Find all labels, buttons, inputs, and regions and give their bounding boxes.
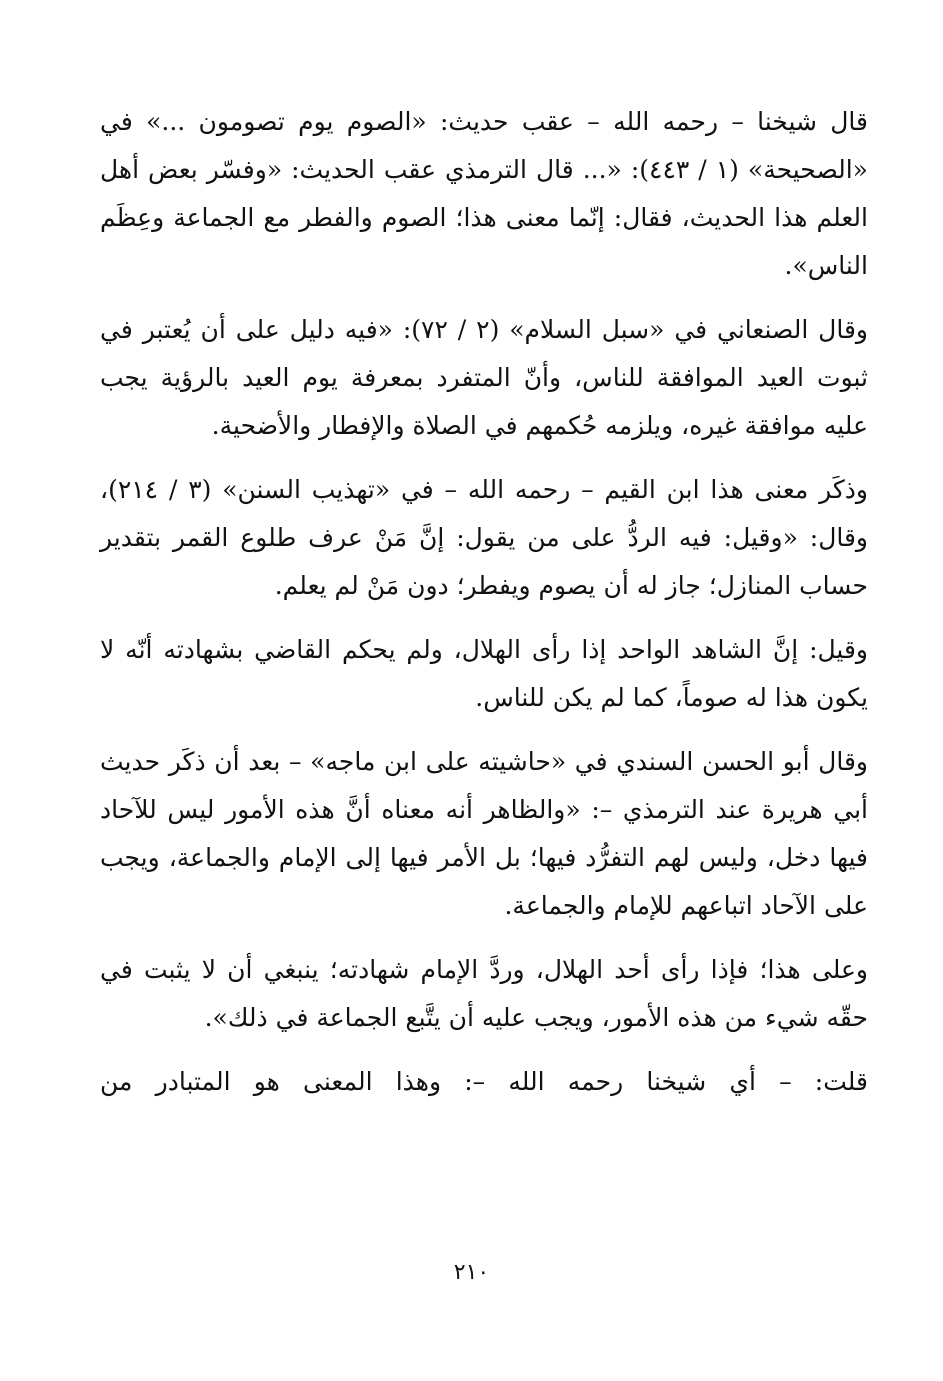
paragraph-1: قال شيخنا – رحمه الله – عقب حديث: «الصوم يوم تصومون ...» في «الصحيحة» (١ / ٤٤٣): «... قال الترمذي عقب الحديث: «وفسّر بعض أهل العلم هذا الحديث، فقال: إنّما معنى هذا؛ الصوم والفطر مع الجماعة وعِظَم الناس». <box>100 107 868 280</box>
paragraph-6: وعلى هذا؛ فإذا رأى أحد الهلال، وردَّ الإمام شهادته؛ ينبغي أن لا يثبت في حقّه شيء من هذه الأمور، ويجب عليه أن يتَّبع الجماعة في ذلك». <box>100 955 868 1032</box>
paragraph-4: وقيل: إنَّ الشاهد الواحد إذا رأى الهلال، ولم يحكم القاضي بشهادته أنّه لا يكون هذا له صوماً، كما لم يكن للناس. <box>100 635 868 712</box>
paragraph-7: قلت: – أي شيخنا رحمه الله –: وهذا المعنى هو المتبادر من <box>100 1067 868 1096</box>
paragraph-3: وذكَر معنى هذا ابن القيم – رحمه الله – في «تهذيب السنن» (٣ / ٢١٤)، وقال: «وقيل: فيه الردُّ على من يقول: إنَّ مَنْ عرف طلوع القمر بتقدير حساب المنازل؛ جاز له أن يصوم ويفطر؛ دون مَنْ لم يعلم. <box>100 475 869 600</box>
paragraph-2: وقال الصنعاني في «سبل السلام» (٢ / ٧٢): «فيه دليل على أن يُعتبر في ثبوت العيد الموافقة للناس، وأنّ المتفرد بمعرفة يوم العيد بالرؤية يجب عليه موافقة غيره، ويلزمه حُكمهم في الصلاة والإفطار والأضحية. <box>100 315 868 440</box>
page-number: ٢١٠ <box>453 1260 490 1285</box>
page-text <box>100 98 868 1106</box>
paragraph-5: وقال أبو الحسن السندي في «حاشيته على ابن ماجه» – بعد أن ذكَر حديث أبي هريرة عند الترمذي –: «والظاهر أنه معناه أنَّ هذه الأمور ليس للآحاد فيها دخل، وليس لهم التفرُّد فيها؛ بل الأمر فيها إلى الإمام والجماعة، ويجب على الآحاد اتباعهم للإمام والجماعة. <box>100 747 868 920</box>
